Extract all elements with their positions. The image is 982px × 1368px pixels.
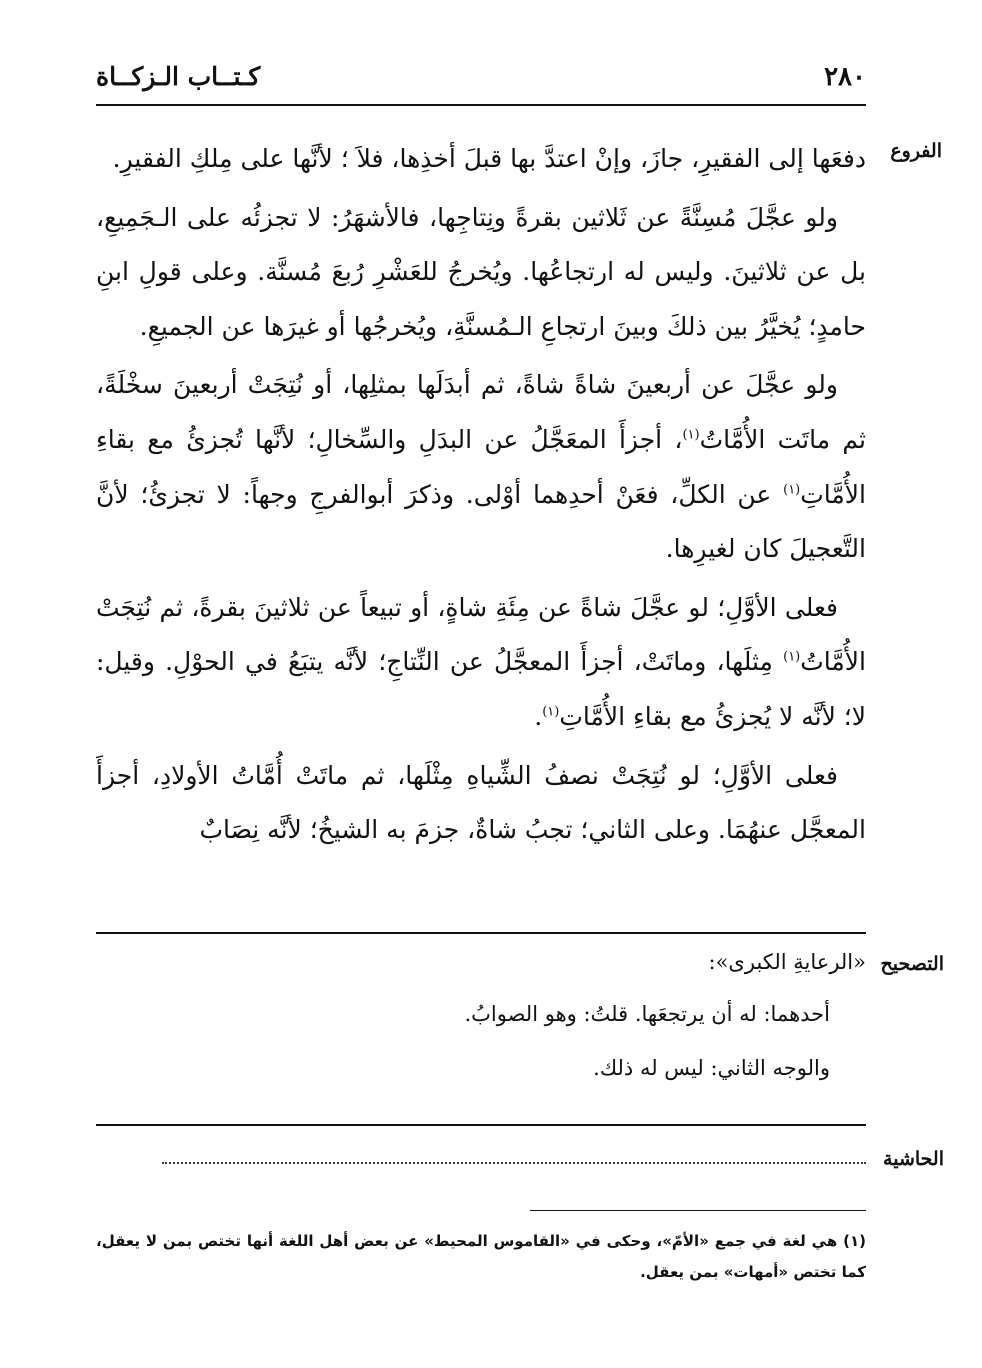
- text-run: فعلى الأوَّلِ؛ لو عجَّلَ شاةً عن مِئَةِ شاةٍ، أو تبيعاً عن ثلاثينَ بقرةً، ثم نُتِجَتْ الأُمَّاتُ: [96, 592, 866, 677]
- footnote-marker: (١): [783, 650, 801, 666]
- text-run: ولو عجَّلَ عن أربعينَ شاةً شاةً، ثم أبدَلَها بمثلِها، أو نُتِجَتْ أربعينَ سخْلَةً، ثم ماتَت الأُمَّاتُ: [96, 370, 866, 454]
- main-text-body: [96, 132, 866, 862]
- text-run: ، أجزأَ المعَجَّلُ عن البدَلِ والسِّخالِ؛ لأنَّها تُجزئُ مع بقاءِ الأُمَّاتِ: [96, 424, 866, 509]
- text-run: عن الكلِّ، فعَنْ أحدِهما أوْلى. وذكرَ أبوالفرجِ وجهاً: لا تجزئُ؛ لأنَّ التَّعجيلَ كان لغيرِها.: [96, 479, 866, 564]
- main-paragraph: [96, 132, 866, 187]
- page-number: ٢٨٠: [824, 62, 866, 92]
- text-run: فعلى الأوَّلِ؛ لو نُتِجَتْ نصفُ الشِّياهِ مِثْلَها، ثم ماتَتْ أُمَّاتُ الأولادِ، أجزأَ المعجَّل عنهُمَا. وعلى الثاني؛ تجبُ شاةٌ، جزمَ به الشيخُ؛ لأنَّه نِصَابٌ: [96, 760, 866, 845]
- tashih-source: «الرعايةِ الكبرى»:: [708, 950, 866, 974]
- tashih-line-2: والوجه الثاني: ليس له ذلك.: [593, 1056, 830, 1080]
- main-paragraph: [96, 358, 866, 576]
- text-run: ولو عجَّلَ مُسِنَّةً عن ثَلاثين بقرةً ونِتاجِها، فالأشهَرُ: لا تجزئُه على الـجَمِيعِ، بل عن ثلاثينَ. وليس له ارتجاعُها. ويُخرجُ للعَشْرِ رُبعَ مُسنَّة. وعلى قولِ ابنِ حامدٍ؛ يُخيَّرُ بين ذلكَ وبينَ ارتجاعِ الـمُسنَّةِ، ويُخرجُها أو غيرَها عن الجميعِ.: [96, 202, 866, 341]
- main-paragraph: [96, 749, 866, 858]
- footnote: (١) هي لغة في جمع «الأمّ»، وحكى في «القاموس المحيط» عن بعض أهل اللغة أنها تختص بمن لا يعقل، كما تختص «أمهات» بمن يعقل.: [96, 1232, 866, 1281]
- text-run: دفعَها إلى الفقيرِ، جازَ، وإنْ اعتدَّ بها قبلَ أخذِها، فلاَ ؛ لأنَّها على مِلكِ الفقيرِ.: [112, 144, 866, 173]
- text-run: مِثلَها، وماتَتْ، أجزأَ المعجَّلُ عن النِّتاجِ؛ لأنَّه يتبَعُ في الحوْلِ. وقيل: لا؛ لأنَّه لا يُجزئُ مع بقاءِ الأُمَّاتِ: [96, 647, 866, 731]
- text-run: .: [534, 701, 543, 731]
- footnote-rule: [530, 1210, 866, 1211]
- running-title: كـتــاب الـزكــاة: [96, 62, 261, 91]
- footnote-marker: (١): [783, 482, 801, 498]
- page-header: [96, 60, 866, 100]
- footnote-marker: (١): [542, 704, 560, 720]
- section-divider: [96, 1124, 866, 1126]
- header-rule: [96, 104, 866, 106]
- section-label-furu: الفروع: [890, 140, 942, 162]
- section-label-hashiya: الحاشية: [883, 1148, 944, 1170]
- tashih-line-1: أحدهما: له أن يرتجعَها. قلتُ: وهو الصوابُ.: [464, 1002, 830, 1026]
- section-divider: [96, 932, 866, 934]
- hashiya-dotted-line: [162, 1146, 866, 1164]
- footnote-marker: (١): [682, 427, 700, 443]
- main-paragraph: [96, 191, 866, 355]
- section-label-tashih: التصحيح: [880, 953, 944, 975]
- main-paragraph: [96, 581, 866, 745]
